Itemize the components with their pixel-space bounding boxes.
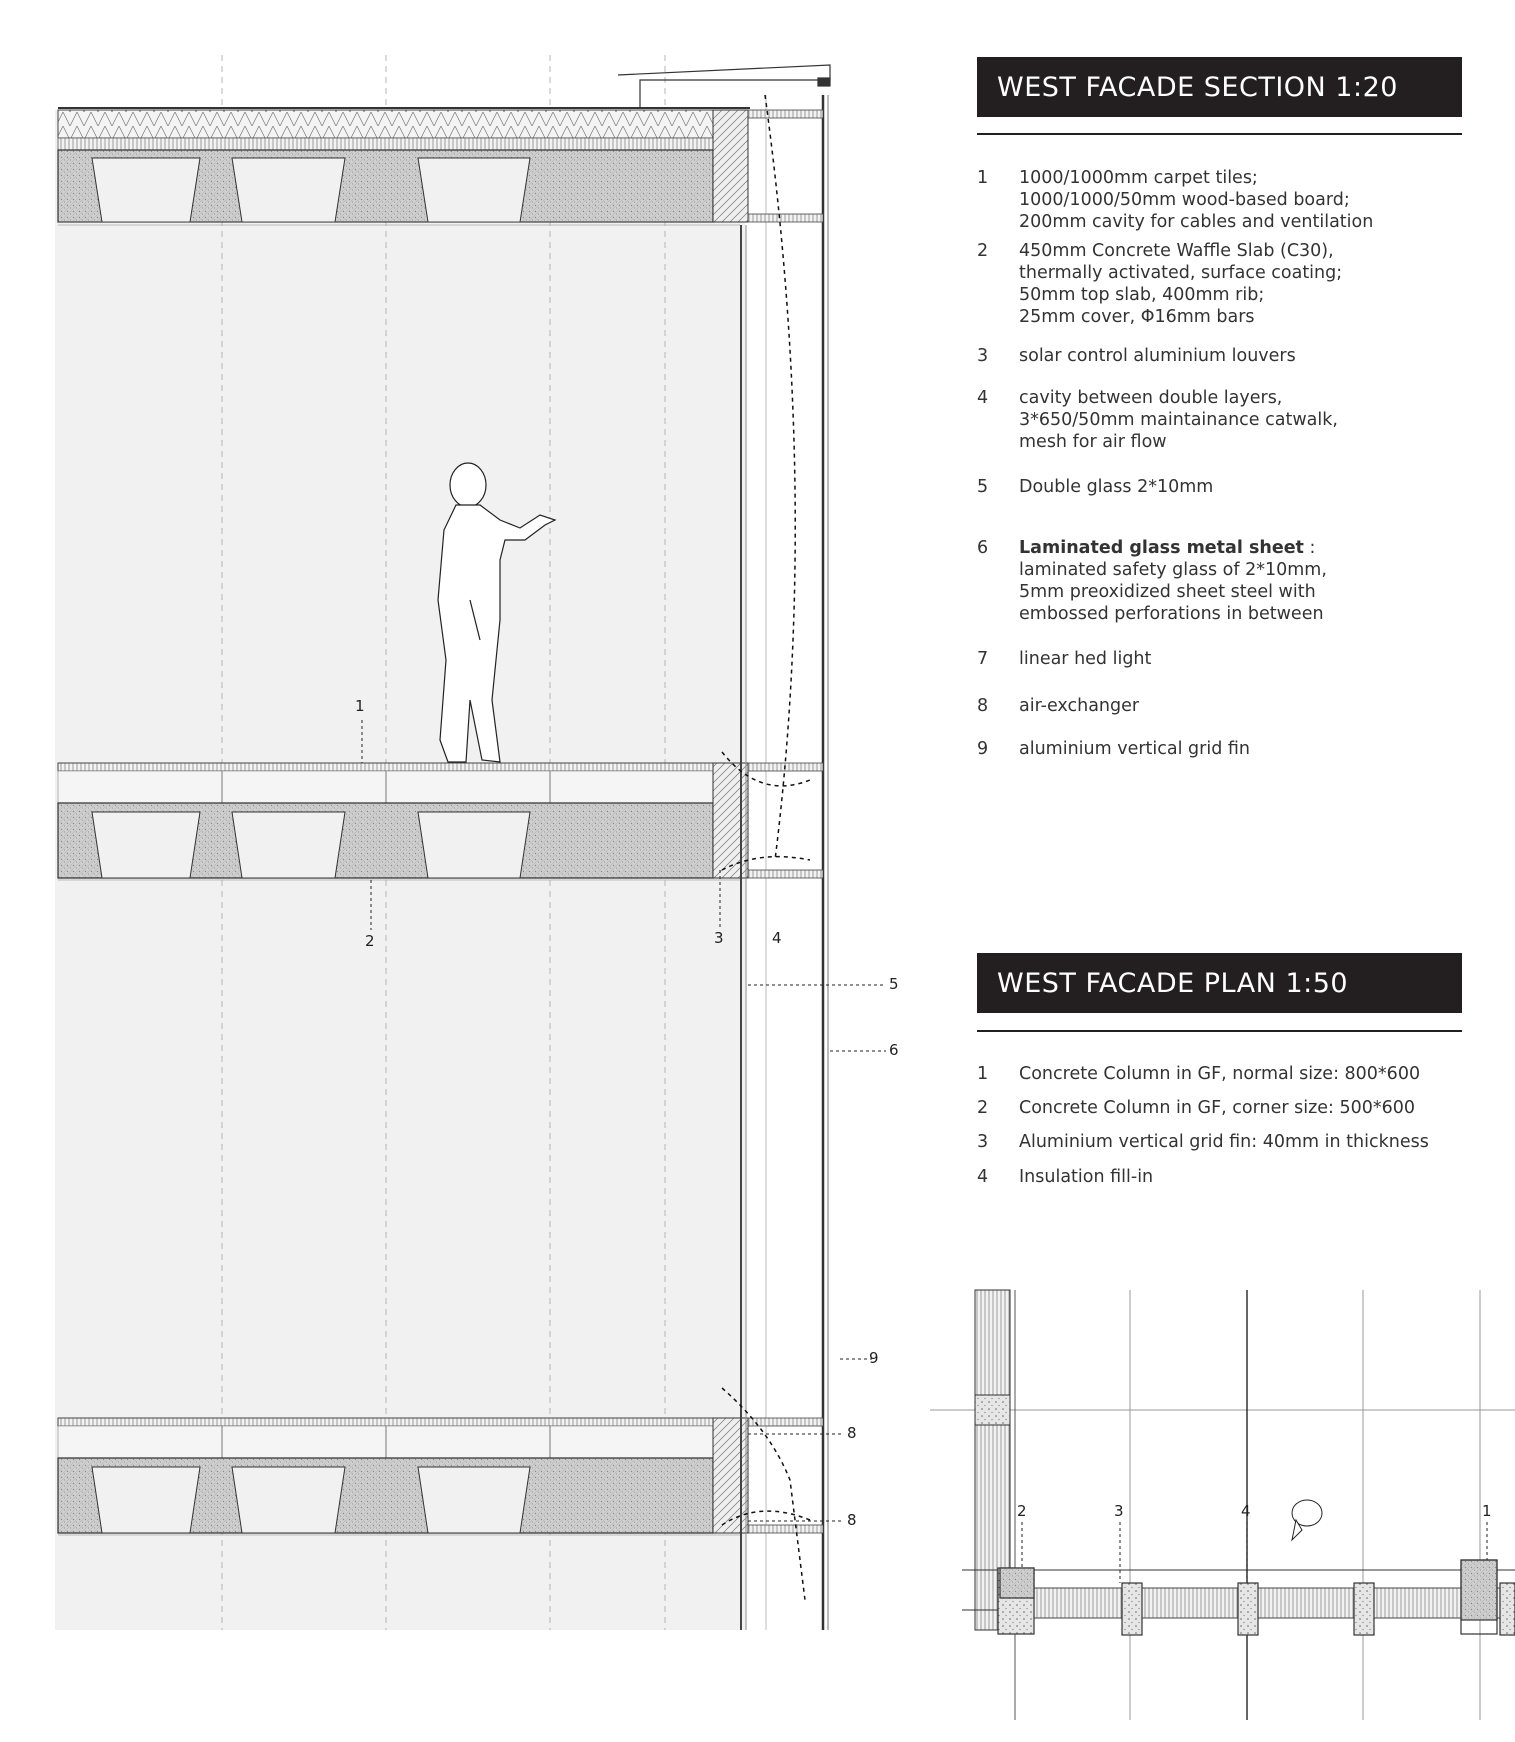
note-text: aluminium vertical grid fin: [1019, 739, 1251, 759]
note-text: solar control aluminium louvers: [1019, 346, 1296, 366]
section-callout-8a: 8: [847, 1424, 857, 1442]
plan-title: WEST FACADE PLAN 1:50: [997, 967, 1349, 999]
section-callout-1: 1: [355, 697, 365, 715]
section-note-4: [977, 387, 1497, 453]
floor-3-assembly: [58, 1418, 713, 1458]
plan-title-rule: [977, 1030, 1462, 1032]
plan-note-1: [977, 1063, 1497, 1085]
note-number: 2: [977, 241, 989, 261]
section-note-8: [977, 695, 1497, 717]
note-number: 4: [977, 1167, 989, 1187]
waffle-slab-2: [58, 803, 740, 880]
plan-leaders: [1022, 1522, 1487, 1583]
section-title-bar: [977, 57, 1462, 117]
plan-callout-2: 2: [1017, 1502, 1027, 1520]
plan-title-bar: [977, 953, 1462, 1013]
note-number: 1: [977, 1064, 989, 1084]
waffle-slab-3: [58, 1458, 740, 1535]
note-number: 9: [977, 739, 989, 759]
section-note-2: [977, 240, 1497, 328]
plan-wall: [962, 1290, 1515, 1720]
section-callout-3: 3: [714, 929, 724, 947]
plan-note-3: [977, 1131, 1497, 1153]
section-callout-2: 2: [365, 932, 375, 950]
note-text: cavity between double layers, 3*650/50mm maintainance catwalk, mesh for air flow: [1019, 388, 1338, 452]
section-callout-5: 5: [889, 975, 899, 993]
plan-note-4: [977, 1166, 1497, 1188]
section-callout-8b: 8: [847, 1511, 857, 1529]
facade-layers: [741, 95, 828, 1630]
section-title-rule: [977, 133, 1462, 135]
floor-2-assembly: [58, 763, 713, 803]
note-text: Double glass 2*10mm: [1019, 477, 1214, 497]
section-note-3: [977, 345, 1497, 367]
section-callout-4: 4: [772, 929, 782, 947]
section-note-6: [977, 537, 1497, 625]
section-callout-9: 9: [869, 1349, 879, 1367]
plan-callout-3: 3: [1114, 1502, 1124, 1520]
section-note-7: [977, 648, 1497, 670]
section-callout-6: 6: [889, 1041, 899, 1059]
note-text: 1000/1000mm carpet tiles; 1000/1000/50mm wood-based board; 200mm cavity for cables and ventilation: [1019, 168, 1374, 232]
note-number: 7: [977, 649, 989, 669]
plan-person: [1292, 1500, 1322, 1540]
note-number: 6: [977, 538, 989, 558]
note-text: [1019, 537, 1497, 625]
note-text-bold: Laminated glass metal sheet: [1019, 538, 1304, 558]
section-note-1: [977, 167, 1497, 233]
note-text: Concrete Column in GF, normal size: 800*600: [1019, 1064, 1421, 1084]
section-note-9: [977, 738, 1497, 760]
waffle-slab-1: [58, 150, 740, 225]
note-number: 3: [977, 1132, 989, 1152]
note-number: 3: [977, 346, 989, 366]
note-number: 8: [977, 696, 989, 716]
note-number: 5: [977, 477, 989, 497]
note-number: 2: [977, 1098, 989, 1118]
section-title: WEST FACADE SECTION 1:20: [997, 71, 1398, 103]
plan-callout-1: 1: [1482, 1502, 1492, 1520]
note-text-rest: : laminated safety glass of 2*10mm, 5mm preoxidized sheet steel with embossed perforations in between: [1019, 538, 1327, 624]
plan-louver-strip: [1010, 1588, 1515, 1618]
note-text: Concrete Column in GF, corner size: 500*600: [1019, 1098, 1416, 1118]
section-note-5: [977, 476, 1497, 498]
plan-callout-4: 4: [1241, 1502, 1251, 1520]
note-text: linear hed light: [1019, 649, 1152, 669]
note-text: Insulation fill-in: [1019, 1167, 1154, 1187]
roof-assembly: [58, 108, 750, 150]
catwalk-gratings: [748, 110, 823, 1533]
note-text: 450mm Concrete Waffle Slab (C30), thermally activated, surface coating; 50mm top slab, 400mm rib; 25mm cover, Φ16mm bars: [1019, 241, 1343, 327]
roof-canopy: [618, 65, 830, 108]
plan-note-2: [977, 1097, 1497, 1119]
note-text: Aluminium vertical grid fin: 40mm in thickness: [1019, 1132, 1429, 1152]
note-number: 1: [977, 168, 989, 188]
note-text: air-exchanger: [1019, 696, 1140, 716]
section-drawing: [55, 55, 886, 1630]
note-number: 4: [977, 388, 989, 408]
